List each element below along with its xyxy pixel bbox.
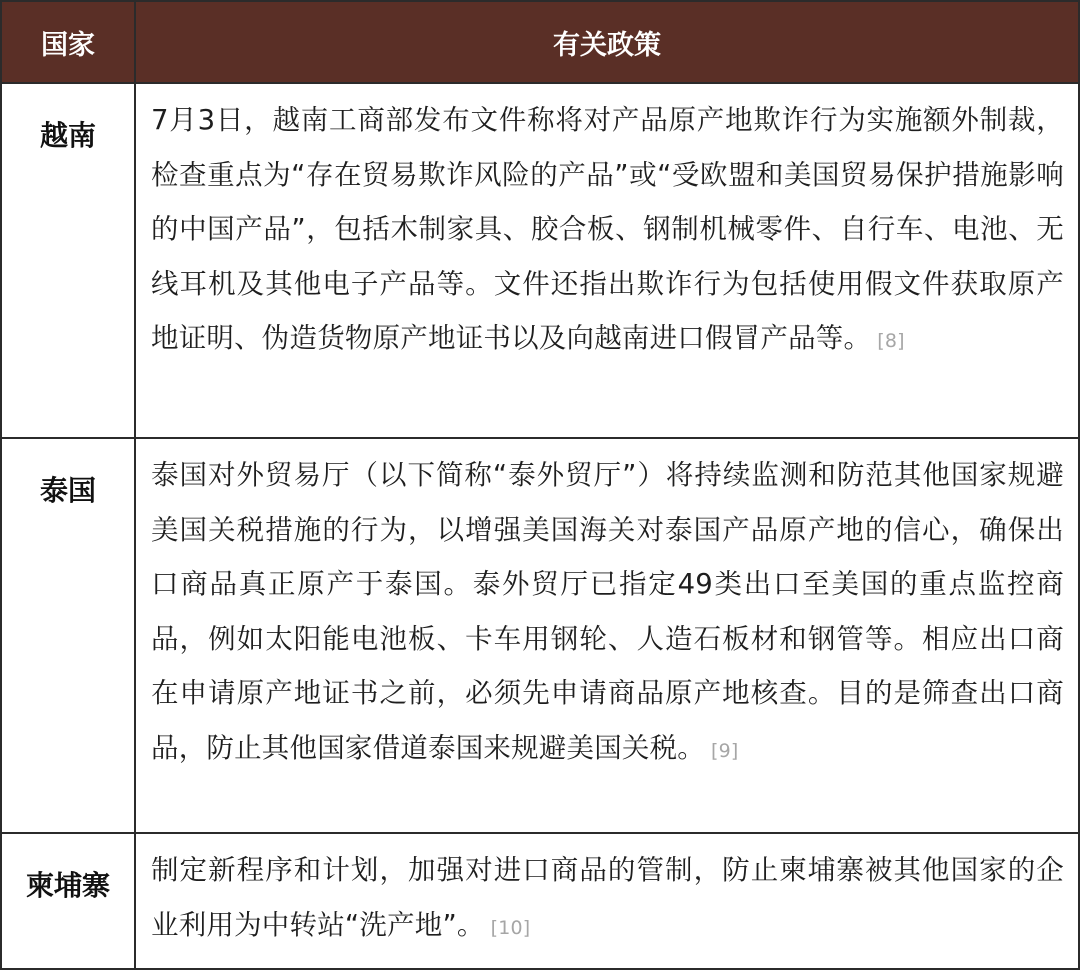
country-cell: 柬埔寨 [1,833,135,969]
policy-cell [135,83,1079,438]
policy-cell [135,438,1079,833]
country-cell: 泰国 [1,438,135,833]
table-header-row [1,1,1079,83]
table-row [1,83,1079,438]
country-cell: 越南 [1,83,135,438]
policy-text: 制定新程序和计划，加强对进口商品的管制，防止柬埔寨被其他国家的企业利用为中转站“洗产地”。 [151,854,1064,941]
citation: [8] [877,330,905,352]
table-row [1,833,1079,969]
policy-text: 7月3日，越南工商部发布文件称将对产品原产地欺诈行为实施额外制裁，检查重点为“存在贸易欺诈风险的产品”或“受欧盟和美国贸易保护措施影响的中国产品”，包括木制家具、胶合板、钢制机械零件、自行车、电池、无线耳机及其他电子产品等。文件还指出欺诈行为包括使用假文件获取原产地证明、伪造货物原产地证书以及向越南进口假冒产品等。 [151,104,1064,354]
policy-cell [135,833,1079,969]
table-row [1,438,1079,833]
citation: [10] [490,916,531,939]
header-policy: 有关政策 [135,1,1079,83]
policy-text: 泰国对外贸易厅（以下简称“泰外贸厅”）将持续监测和防范其他国家规避美国关税措施的行为，以增强美国海关对泰国产品原产地的信心，确保出口商品真正原产于泰国。泰外贸厅已指定49类出口至美国的重点监控商品，例如太阳能电池板、卡车用钢轮、人造石板材和钢管等。相应出口商在申请原产地证书之前，必须先申请商品原产地核查。目的是筛查出口商品，防止其他国家借道泰国来规避美国关税。 [151,459,1064,764]
citation: [9] [711,739,739,762]
header-country: 国家 [1,1,135,83]
